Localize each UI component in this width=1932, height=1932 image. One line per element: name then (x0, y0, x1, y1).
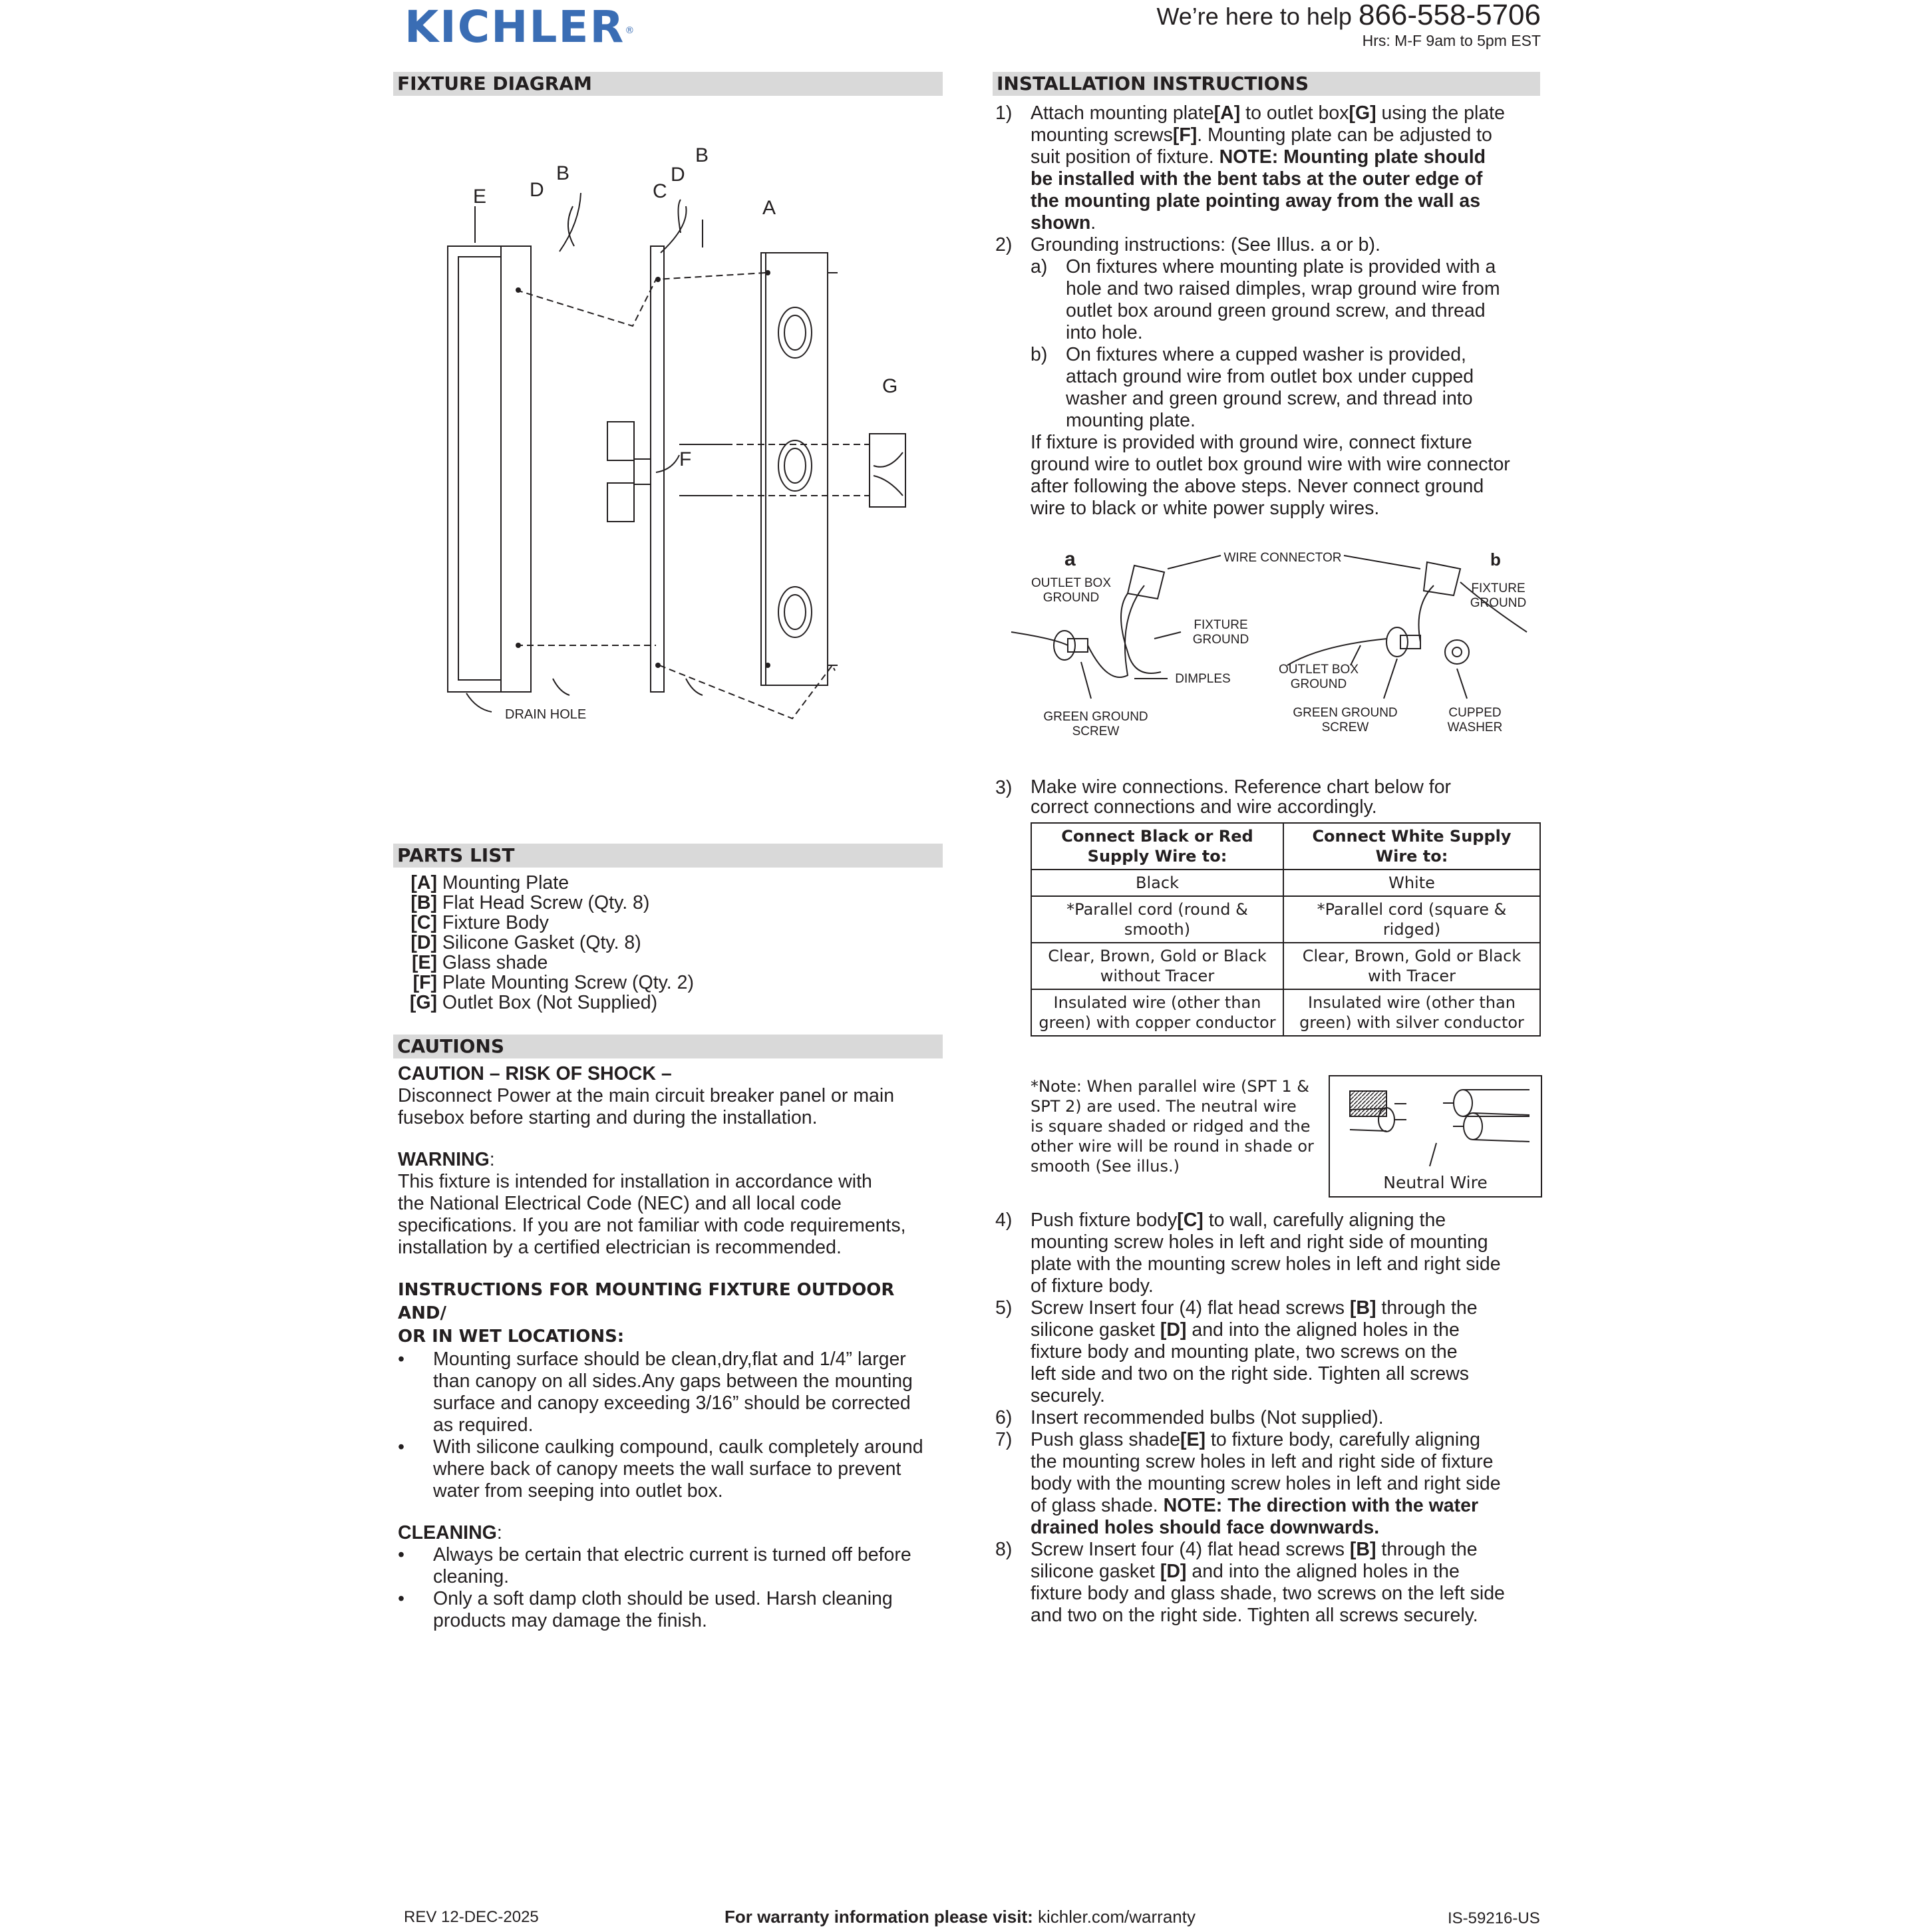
dimples-label: DIMPLES (1175, 672, 1231, 686)
parts-list-title: PARTS LIST (393, 844, 943, 868)
step-2-number: 2) (995, 234, 1013, 255)
step-2a-line: outlet box around green ground screw, and thread (1066, 300, 1486, 321)
wiring-table (1031, 822, 1541, 1037)
parallel-wire-note (1031, 1076, 1327, 1176)
step-2-after-line: If fixture is provided with ground wire, connect fixture (1031, 432, 1472, 453)
bullet-line: products may damage the finish. (433, 1610, 707, 1631)
warning-heading: WARNING (398, 1149, 490, 1170)
table-cell: Clear, Brown, Gold or Black with Tracer (1283, 943, 1540, 989)
label-d-left: D (530, 179, 544, 201)
bullet-line: Mounting surface should be clean,dry,flat and 1/4” larger (433, 1349, 906, 1370)
warning-colon: : (489, 1149, 495, 1170)
step-2a-line: On fixtures where mounting plate is provided with a (1066, 256, 1496, 277)
part-text: Flat Head Screw (Qty. 8) (442, 892, 650, 913)
bullet-line: as required. (433, 1414, 534, 1436)
label-f: F (679, 448, 692, 470)
parts-list (404, 873, 870, 1013)
part-key: [F] (412, 972, 437, 993)
cautions-title: CAUTIONS (393, 1035, 943, 1058)
green-ground-screw-a-2: SCREW (1072, 724, 1120, 738)
brand-logo: KICHLER® (404, 1, 636, 53)
outlet-box-ground-a-1: OUTLET BOX (1031, 576, 1112, 590)
wet-heading-line-1: INSTRUCTIONS FOR MOUNTING FIXTURE OUTDOOR AND/ (398, 1280, 895, 1323)
fixture-ground-b-1: FIXTURE (1471, 581, 1526, 595)
step-2b-text (1066, 344, 1551, 432)
step-2-after-line: after following the above steps. Never connect ground (1031, 476, 1484, 497)
parts-list-item (404, 893, 870, 913)
step-2-after (1031, 432, 1563, 520)
warranty-link[interactable]: kichler.com/warranty (1038, 1907, 1196, 1927)
part-key: [D] (410, 932, 437, 953)
step-7-number: 7) (995, 1429, 1013, 1450)
table-cell: Insulated wire (other than green) with copper conductor (1031, 989, 1283, 1036)
table-cell: White (1283, 870, 1540, 896)
warning-line-2: the National Electrical Code (NEC) and all local code (398, 1193, 842, 1214)
outlet-box-ground-b-2: GROUND (1290, 677, 1347, 691)
label-a: A (762, 197, 776, 219)
step-4-number: 4) (995, 1209, 1013, 1231)
label-c: C (653, 180, 667, 202)
green-ground-screw-b-2: SCREW (1321, 721, 1369, 734)
outlet-box (870, 434, 905, 507)
step-3-text: Make wire connections. Reference chart below for correct connections and wire accordingly. (1031, 776, 1452, 818)
label-e: E (473, 186, 487, 208)
note-line: is square shaded or ridged and the (1031, 1117, 1311, 1136)
step-8-number: 8) (995, 1539, 1013, 1560)
bullet-item (398, 1544, 943, 1588)
bullet-mark: • (398, 1436, 404, 1458)
wet-heading-line-2: OR IN WET LOCATIONS: (398, 1327, 625, 1347)
part-key: [E] (412, 952, 437, 973)
fixture-diagram (393, 133, 943, 745)
table-cell: Clear, Brown, Gold or Black without Tracer (1031, 943, 1283, 989)
part-text: Silicone Gasket (Qty. 8) (442, 932, 641, 953)
step-8-text: Screw Insert four (4) flat head screws [B] through the silicone gasket [D] and into the aligned holes in the fixture body and glass shade, two screws on the left side and two on the right side. Tighten all screws securely. (1031, 1539, 1505, 1626)
fixture-ground-b-2: GROUND (1470, 596, 1527, 610)
label-b-left: B (556, 162, 570, 184)
step-2a-text (1066, 256, 1551, 344)
step-6-text: Insert recommended bulbs (Not supplied). (1031, 1407, 1384, 1428)
shock-line-1: Disconnect Power at the main circuit breaker panel or main (398, 1085, 895, 1106)
cupped-washer-1: CUPPED (1448, 706, 1502, 720)
table-row (1031, 989, 1540, 1036)
revision: REV 12-DEC-2025 (404, 1908, 539, 1926)
step-2b-line: mounting plate. (1066, 410, 1196, 431)
neutral-wire-illustration (1330, 1076, 1541, 1170)
warning-heading-line (398, 1149, 943, 1171)
bullet-item (398, 1436, 943, 1502)
label-g: G (882, 375, 898, 397)
note-line: smooth (See illus.) (1031, 1157, 1180, 1176)
wet-bullets (398, 1349, 943, 1502)
step-1-number: 1) (995, 102, 1013, 124)
help-text: We’re here to help (1156, 3, 1352, 30)
table-row (1031, 870, 1540, 896)
table-row (1031, 896, 1540, 943)
table-cell: *Parallel cord (round & smooth) (1031, 896, 1283, 943)
label-b-right: B (695, 144, 709, 166)
bullet-line: With silicone caulking compound, caulk completely around (433, 1436, 923, 1458)
step-2-after-line: wire to black or white power supply wires. (1031, 498, 1380, 519)
warranty-label: For warranty information please visit: (724, 1907, 1033, 1927)
table-header-black: Connect Black or Red Supply Wire to: (1031, 823, 1283, 870)
step-5-number: 5) (995, 1297, 1013, 1319)
part-text: Outlet Box (Not Supplied) (442, 992, 658, 1013)
installation-title: INSTALLATION INSTRUCTIONS (993, 72, 1540, 96)
note-line: other wire will be round in shade or (1031, 1137, 1314, 1156)
table-row (1031, 943, 1540, 989)
note-line: SPT 2) are used. The neutral wire (1031, 1097, 1297, 1116)
part-text: Plate Mounting Screw (Qty. 2) (442, 972, 694, 993)
document-id: IS-59216-US (1448, 1909, 1540, 1927)
warning-line-1: This fixture is intended for installation in accordance with (398, 1171, 872, 1192)
glass-shade (448, 246, 531, 692)
warranty-info (724, 1907, 1196, 1927)
parts-list-item (404, 993, 870, 1013)
cleaning-bullets (398, 1544, 943, 1632)
part-key: [C] (410, 912, 437, 933)
step-2a-label: a) (1031, 256, 1048, 277)
parts-list-item (404, 933, 870, 953)
bullet-line: where back of canopy meets the wall surface to prevent (433, 1458, 901, 1480)
bullet-line: than canopy on all sides.Any gaps between the mounting (433, 1370, 913, 1392)
step-2-after-line: ground wire to outlet box ground wire with wire connector (1031, 454, 1510, 475)
step-2a-line: into hole. (1066, 322, 1143, 343)
cleaning-heading: CLEANING (398, 1522, 497, 1543)
grounding-illustration (1001, 539, 1547, 745)
neutral-wire-box (1329, 1075, 1542, 1198)
fixture-ground-a-2: GROUND (1192, 633, 1249, 647)
part-text: Mounting Plate (442, 872, 569, 893)
part-text: Fixture Body (442, 912, 549, 933)
table-cell: *Parallel cord (square & ridged) (1283, 896, 1540, 943)
step-7-text: Push glass shade[E] to fixture body, carefully aligning the mounting screw holes in left and right side of fixture body with the mounting screw holes in left and right side of glass shade. NOTE: The direction with the water drained holes should face downwards. (1031, 1429, 1501, 1538)
bullet-mark: • (398, 1544, 404, 1565)
fixture-body (651, 246, 664, 692)
step-6-number: 6) (995, 1407, 1013, 1428)
cupped-washer-2: WASHER (1447, 721, 1503, 734)
help-contact (1156, 0, 1541, 49)
parts-list-item (404, 973, 870, 993)
step-4-text: Push fixture body[C] to wall, carefully aligning the mounting screw holes in left and right side of mounting plate with the mounting screw holes in left and right side of fixture body. (1031, 1209, 1501, 1297)
part-text: Glass shade (442, 952, 548, 973)
phone-number: 866-558-5706 (1358, 0, 1541, 31)
step-2b-line: On fixtures where a cupped washer is provided, (1066, 344, 1466, 365)
bullet-item (398, 1349, 943, 1436)
shock-heading: CAUTION – RISK OF SHOCK – (398, 1063, 672, 1084)
label-d-right: D (671, 164, 685, 186)
green-ground-screw-a-1: GREEN GROUND (1043, 710, 1148, 724)
step-5-text: Screw Insert four (4) flat head screws [B] through the silicone gasket [D] and into the aligned holes in the fixture body and mounting plate, two screws on the left side and two on the right side. Tighten all screws securely. (1031, 1297, 1478, 1406)
outlet-box-ground-a-2: GROUND (1043, 591, 1100, 605)
fixture-ground-a-1: FIXTURE (1194, 618, 1248, 632)
bullet-mark: • (398, 1349, 404, 1370)
part-key: [B] (410, 892, 437, 913)
table-header-white: Connect White Supply Wire to: (1283, 823, 1540, 870)
illus-a-label: a (1064, 548, 1076, 570)
step-2b-label: b) (1031, 344, 1048, 365)
part-key: [A] (410, 872, 437, 893)
parts-list-item (404, 873, 870, 893)
note-line: *Note: When parallel wire (SPT 1 & (1031, 1077, 1309, 1096)
hours: Hrs: M-F 9am to 5pm EST (1362, 32, 1541, 49)
bullet-mark: • (398, 1588, 404, 1609)
step-2b-line: washer and green ground screw, and thread into (1066, 388, 1473, 409)
parts-list-item (404, 913, 870, 933)
shock-line-2: fusebox before starting and during the installation. (398, 1107, 818, 1128)
cautions-body (398, 1063, 943, 1632)
green-ground-screw-b-1: GREEN GROUND (1293, 706, 1398, 720)
step-2b-line: attach ground wire from outlet box under cupped (1066, 366, 1474, 387)
neutral-wire-label: Neutral Wire (1383, 1173, 1488, 1192)
bullet-line: cleaning. (433, 1566, 510, 1587)
wet-heading (398, 1279, 943, 1349)
cleaning-colon: : (496, 1522, 502, 1543)
table-cell: Insulated wire (other than green) with silver conductor (1283, 989, 1540, 1036)
mounting-plate (761, 253, 828, 685)
bullet-line: water from seeping into outlet box. (433, 1480, 723, 1502)
warning-line-3: specifications. If you are not familiar with code requirements, (398, 1215, 906, 1236)
step-2-intro: Grounding instructions: (See Illus. a or b). (1031, 234, 1380, 255)
step-3-number: 3) (995, 777, 1013, 798)
cleaning-heading-line (398, 1522, 943, 1544)
table-cell: Black (1031, 870, 1283, 896)
bullet-line: Always be certain that electric current is turned off before (433, 1544, 911, 1565)
bullet-item (398, 1588, 943, 1632)
fixture-diagram-title: FIXTURE DIAGRAM (393, 72, 943, 96)
parts-list-item (404, 953, 870, 973)
warning-line-4: installation by a certified electrician is recommended. (398, 1237, 842, 1258)
wire-connector-label: WIRE CONNECTOR (1223, 551, 1342, 565)
bullet-line: surface and canopy exceeding 3/16” should be corrected (433, 1392, 911, 1414)
illus-b-label: b (1490, 550, 1501, 569)
step-2a-line: hole and two raised dimples, wrap ground wire from (1066, 278, 1500, 299)
drain-hole-label: DRAIN HOLE (505, 707, 587, 722)
step-1-text: Attach mounting plate[A] to outlet box[G] using the plate mounting screws[F]. Mounting plate can be adjusted to suit position of fixture. NOTE: Mounting plate should be installed with the bent tabs at the outer edge of the mounting plate pointing away from the wall as shown. (1031, 102, 1505, 234)
bullet-line: Only a soft damp cloth should be used. Harsh cleaning (433, 1588, 893, 1609)
outlet-box-ground-b-1: OUTLET BOX (1278, 663, 1359, 677)
part-key: [G] (409, 992, 437, 1013)
